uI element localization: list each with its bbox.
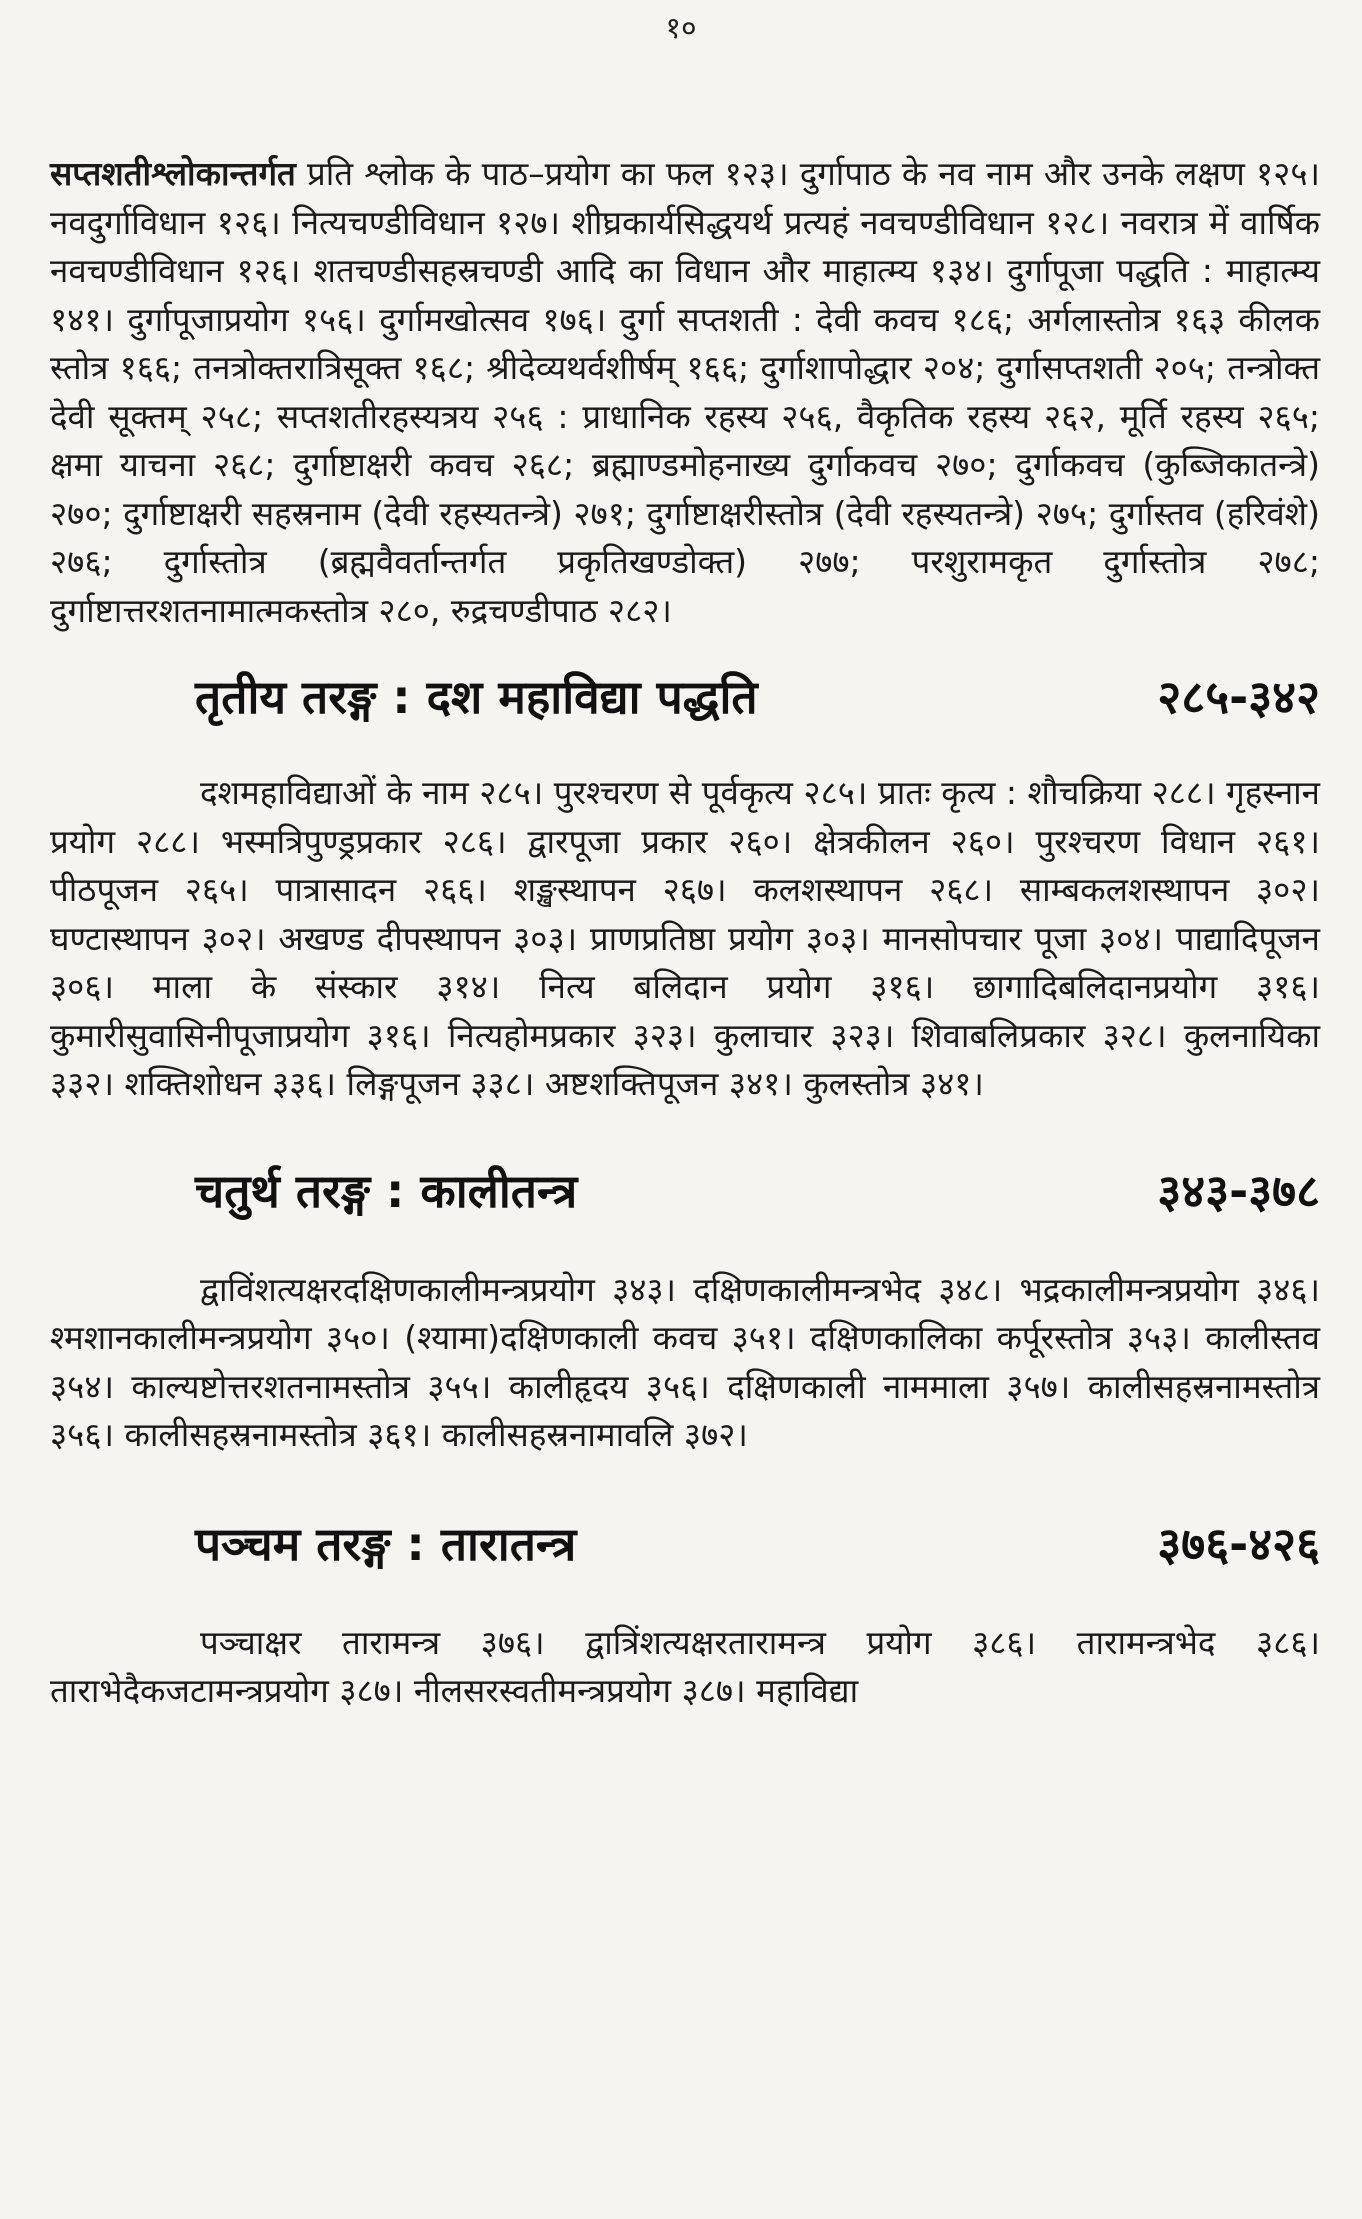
section-heading-chaturtha [50, 1159, 1320, 1221]
section-title-chaturtha: चतुर्थ तरङ्ग : कालीतन्त्र [195, 1163, 578, 1218]
intro-lead-text: सप्तशतीश्लोकान्तर्गत [50, 154, 296, 193]
page-range-chaturtha: ३४३-३७८ [1157, 1163, 1320, 1218]
section-body-tritiya: दशमहाविद्याओं के नाम २८५। पुरश्चरण से पूर्वकृत्य २८५। प्रातः कृत्य : शौचक्रिया २८८। गृहस्नान प्रयोग २८८। भस्मत्रिपुण्ड्रप्रकार २८६। द्वारपूजा प्रकार २६०। क्षेत्रकीलन २६०। पुरश्चरण विधान २६१। पीठपूजन २६५। पात्रासादन २६६। शङ्खस्थापन २६७। कलशस्थापन २६८। साम्बकलशस्थापन ३०२। घण्टास्थापन ३०२। अखण्ड दीपस्थापन ३०३। प्राणप्रतिष्ठा प्रयोग ३०३। मानसोपचार पूजा ३०४। पाद्यादिपूजन ३०६। माला के संस्कार ३१४। नित्य बलिदान प्रयोग ३१६। छागादिबलिदानप्रयोग ३१६। कुमारीसुवासिनीपूजाप्रयोग ३१६। नित्यहोमप्रकार ३२३। कुलाचार ३२३। शिवाबलिप्रकार ३२८। कुलनायिका ३३२। शक्तिशोधन ३३६। लिङ्गपूजन ३३८। अष्टशक्तिपूजन ३४१। कुलस्तोत्र ३४१। [50, 773, 1320, 1103]
section-heading-tritiya [50, 665, 1320, 727]
intro-body-text: प्रति श्लोक के पाठ–प्रयोग का फल १२३। दुर्गापाठ के नव नाम और उनके लक्षण १२५। नवदुर्गाविधान १२६। नित्यचण्डीविधान १२७। शीघ्रकार्यसिद्धयर्थ प्रत्यहं नवचण्डीविधान १२८। नवरात्र में वार्षिक नवचण्डीविधान १२६। शतचण्डीसहस्रचण्डी आदि का विधान और माहात्म्य १३४। दुर्गापूजा पद्धति : माहात्म्य १४१। दुर्गापूजाप्रयोग १५६। दुर्गामखोत्सव १७६। दुर्गा सप्तशती : देवी कवच १८६; अर्गलास्तोत्र १६३ कीलक स्तोत्र १६६; तनत्रोक्तरात्रिसूक्त १६८; श्रीदेव्यथर्वशीर्षम् १६६; दुर्गाशापोद्धार २०४; दुर्गासप्तशती २०५; तन्त्रोक्त देवी सूक्तम् २५८; सप्तशतीरहस्यत्रय २५६ : प्राधानिक रहस्य २५६, वैकृतिक रहस्य २६२, मूर्ति रहस्य २६५; क्षमा याचना २६८; दुर्गाष्टाक्षरी कवच २६८; ब्रह्माण्डमोहनाख्य दुर्गाकवच २७०; दुर्गाकवच (कुब्जिकातन्त्रे) २७०; दुर्गाष्टाक्षरी सहस्रनाम (देवी रहस्यतन्त्रे) २७१; दुर्गाष्टाक्षरीस्तोत्र (देवी रहस्यतन्त्रे) २७५; दुर्गास्तव (हरिवंशे) २७६; दुर्गास्तोत्र (ब्रह्मवैवर्तान्तर्गत प्रकृतिखण्डोक्त) २७७; परशुरामकृत दुर्गास्तोत्र २७८; दुर्गाष्टात्तरशतनामात्मकस्तोत्र २८०, रुद्रचण्डीपाठ २८२। [50, 154, 1320, 630]
section-title-panchama: पञ्चम तरङ्ग : तारातन्त्र [195, 1516, 577, 1571]
page-range-panchama: ३७६-४२६ [1157, 1516, 1320, 1571]
page-content [50, 150, 1320, 1716]
section-title-tritiya: तृतीय तरङ्ग : दश महाविद्या पद्धति [195, 670, 758, 724]
section-body-panchama: पञ्चाक्षर तारामन्त्र ३७६। द्वात्रिंशत्यक्षरतारामन्त्र प्रयोग ३८६। तारामन्त्रभेद ३८६। ताराभेदैकजटामन्त्रप्रयोग ३८७। नीलसरस्वतीमन्त्रप्रयोग ३८७। महाविद्या [50, 1622, 1320, 1710]
page-range-tritiya: २८५-३४२ [1157, 670, 1320, 724]
intro-paragraph [50, 150, 1320, 635]
page-number: १० [665, 11, 697, 46]
section-body-chaturtha: द्वाविंशत्यक्षरदक्षिणकालीमन्त्रप्रयोग ३४३। दक्षिणकालीमन्त्रभेद ३४८। भद्रकालीमन्त्रप्रयोग ३४६। श्मशानकालीमन्त्रप्रयोग ३५०। (श्यामा)दक्षिणकाली कवच ३५१। दक्षिणकालिका कर्पूरस्तोत्र ३५३। कालीस्तव ३५४। काल्यष्टोत्तरशतनामस्तोत्र ३५५। कालीहृदय ३५६। दक्षिणकाली नाममाला ३५७। कालीसहस्रनामस्तोत्र ३५६। कालीसहस्रनामस्तोत्र ३६१। कालीसहस्रनामावलि ३७२। [50, 1269, 1320, 1454]
section-heading-panchama [50, 1512, 1320, 1574]
